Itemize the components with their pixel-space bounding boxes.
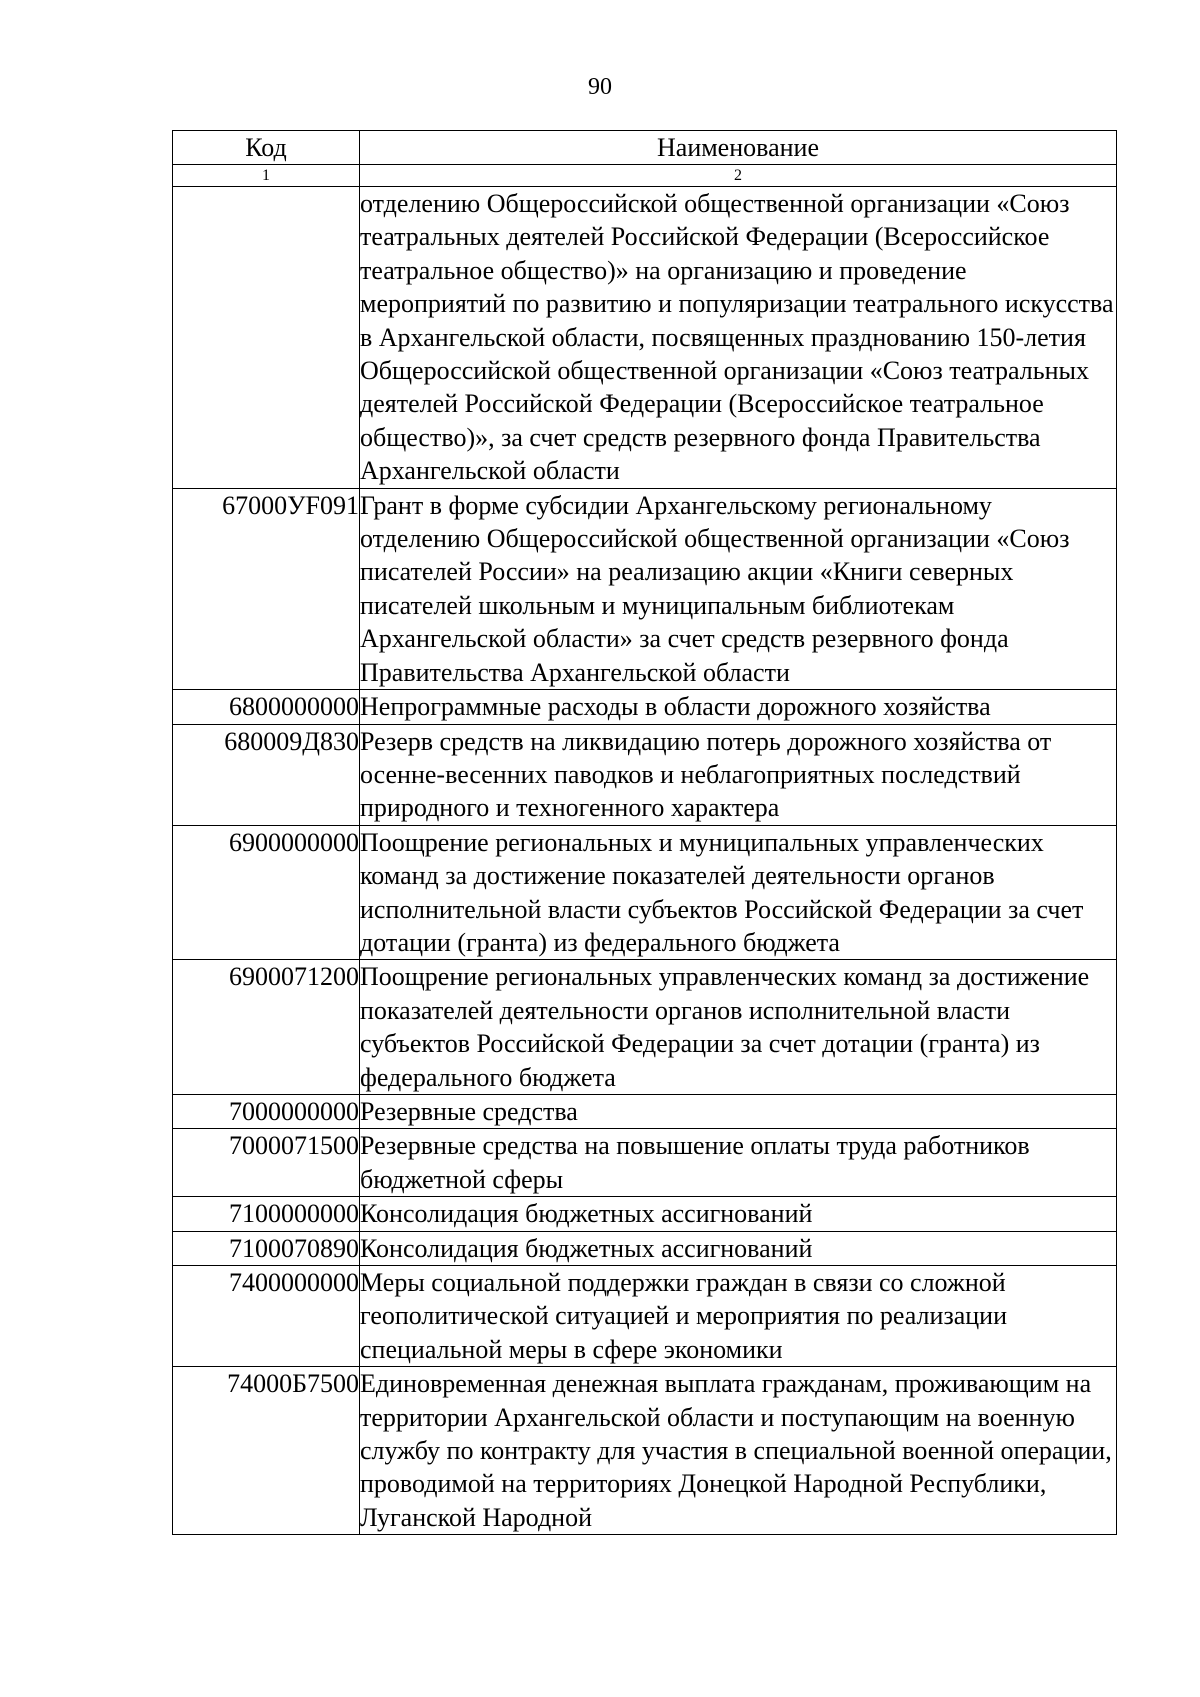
row-name: Резервные средства <box>360 1094 1117 1128</box>
row-name: Меры социальной поддержки граждан в связи со сложной геополитической ситуацией и мероприятия по реализации специальной меры в сфере экономики <box>360 1266 1117 1367</box>
column-number-name: 2 <box>360 165 1117 187</box>
table-row <box>173 960 1117 1095</box>
table-row <box>173 690 1117 724</box>
page-number: 90 <box>588 74 612 100</box>
table-row <box>173 724 1117 825</box>
table-row <box>173 1094 1117 1128</box>
row-name: Непрограммные расходы в области дорожного хозяйства <box>360 690 1117 724</box>
row-code: 67000УF091 <box>173 488 360 689</box>
table-row <box>173 1231 1117 1265</box>
row-code: 7400000000 <box>173 1266 360 1367</box>
row-code: 7000000000 <box>173 1094 360 1128</box>
budget-code-table <box>172 130 1117 1535</box>
table-row <box>173 187 1117 489</box>
row-code: 74000Б7500 <box>173 1367 360 1535</box>
row-name: Поощрение региональных управленческих команд за достижение показателей деятельности органов исполнительной власти субъектов Российской Федерации за счет дотации (гранта) из федерального бюджета <box>360 960 1117 1095</box>
row-code: 6900000000 <box>173 825 360 960</box>
table-row <box>173 1197 1117 1231</box>
column-number-code: 1 <box>173 165 360 187</box>
table-row <box>173 1129 1117 1197</box>
row-code: 6800000000 <box>173 690 360 724</box>
row-code: 7100070890 <box>173 1231 360 1265</box>
row-code: 7000071500 <box>173 1129 360 1197</box>
row-code: 7100000000 <box>173 1197 360 1231</box>
table-row <box>173 825 1117 960</box>
row-name: Консолидация бюджетных ассигнований <box>360 1231 1117 1265</box>
row-name: отделению Общероссийской общественной организации «Союз театральных деятелей Российской Федерации (Всероссийское театральное общество)» на организацию и проведение мероприятий по развитию и популяризации театрального искусства в Архангельской области, посвященных празднованию 150-летия Общероссийской общественной организации «Союз театральных деятелей Российской Федерации (Всероссийское театральное общество)», за счет средств резервного фонда Правительства Архангельской области <box>360 187 1117 489</box>
header-code: Код <box>173 131 360 165</box>
header-row <box>173 131 1117 165</box>
table-row <box>173 1367 1117 1535</box>
header-name: Наименование <box>360 131 1117 165</box>
row-name: Поощрение региональных и муниципальных управленческих команд за достижение показателей деятельности органов исполнительной власти субъектов Российской Федерации за счет дотации (гранта) из федерального бюджета <box>360 825 1117 960</box>
row-name: Грант в форме субсидии Архангельскому региональному отделению Общероссийской общественной организации «Союз писателей России» на реализацию акции «Книги северных писателей школьным и муниципальным библиотекам Архангельской области» за счет средств резервного фонда Правительства Архангельской области <box>360 488 1117 689</box>
table-row <box>173 488 1117 689</box>
row-name: Единовременная денежная выплата гражданам, проживающим на территории Архангельской области и поступающим на военную службу по контракту для участия в специальной военной операции, проводимой на территориях Донецкой Народной Республики, Луганской Народной <box>360 1367 1117 1535</box>
row-code <box>173 187 360 489</box>
table-row <box>173 1266 1117 1367</box>
row-code: 680009Д830 <box>173 724 360 825</box>
row-name: Консолидация бюджетных ассигнований <box>360 1197 1117 1231</box>
row-code: 6900071200 <box>173 960 360 1095</box>
row-name: Резерв средств на ликвидацию потерь дорожного хозяйства от осенне-весенних паводков и неблагоприятных последствий природного и техногенного характера <box>360 724 1117 825</box>
row-name: Резервные средства на повышение оплаты труда работников бюджетной сферы <box>360 1129 1117 1197</box>
column-number-row <box>173 165 1117 187</box>
